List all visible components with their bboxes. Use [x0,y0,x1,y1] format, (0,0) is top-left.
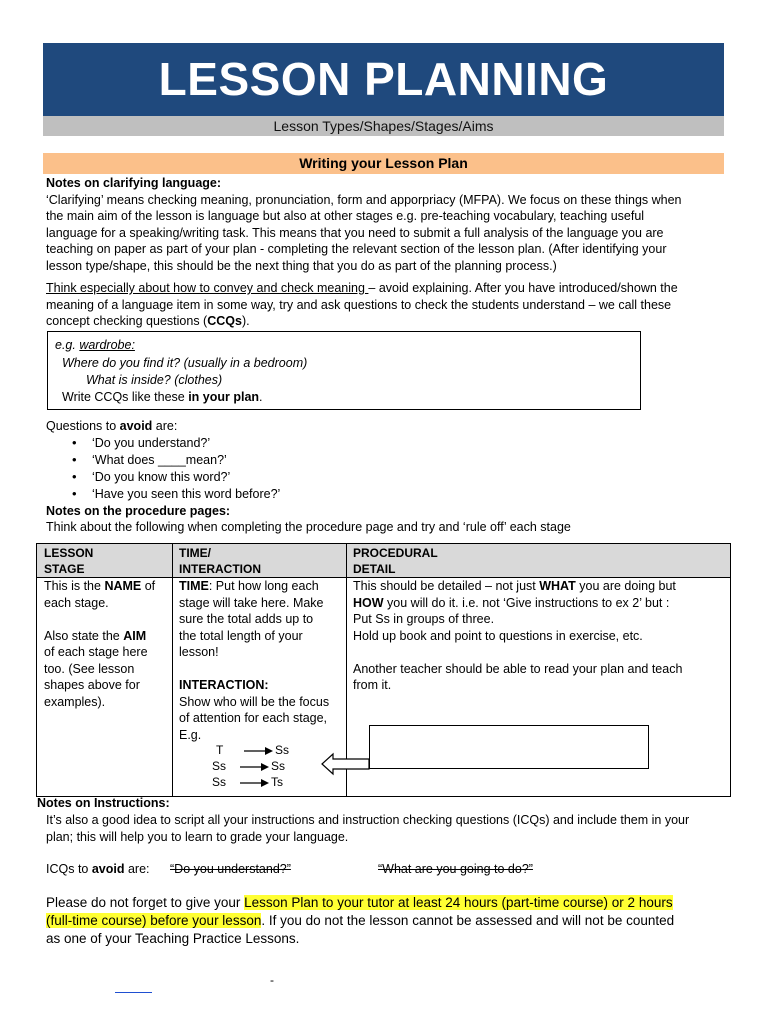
example-word: wardrobe: [79,338,135,352]
avoid-intro [46,418,722,435]
list-item: • ‘Have you seen this word before?’ [46,486,722,503]
convey-line-1 [46,280,722,297]
example-question-1: Where do you find it? (usually in a bedroom) [62,356,308,370]
avoid-post: are: [152,419,178,433]
stage-cell: This is the NAME of each stage. Also state the AIM of each stage here too. (See lesson shapes above for examples). [44,579,156,709]
interaction-arrows [212,742,312,790]
time-cell: TIME: Put how long each stage will take here. Make sure the total adds up to the total length of your lesson! INTERACTION: Show who will be the focus of attention for each stage, E.g. [179,579,330,742]
example-note-bold: in your plan [188,390,260,404]
example-note-pre: Write CCQs like these [62,390,189,404]
procedure-heading [46,503,722,520]
clarifying-line: the main aim of the lesson is language but also at other stages e.g. pre-teaching vocabulary, teaching useful [46,209,645,223]
clarifying-line: teaching on paper as part of your plan - completing the relevant section of the lesson plan. (After identifying your [46,242,667,256]
ccq-post: ). [241,314,250,328]
deadline-highlight: Lesson Plan to your tutor at least 24 hours (part-time course) or 2 hours [244,895,673,910]
icq-example-2: “What are you going to do?” [378,862,533,876]
right-arrow-icon [240,778,270,788]
avoid-bold: avoid [119,419,153,433]
convey-meaning-paragraph [46,280,722,330]
detail-cell: This should be detailed – not just WHAT you are doing but HOW you will do it. i.e. not ‘Give instructions to ex 2’ but : Put Ss in groups of three. Hold up book and point to questions in exercise, etc. Another teacher should be able to read your plan and teach from it. [353,579,683,692]
right-arrow-icon [244,746,274,756]
clarifying-section [46,175,722,274]
page-title: LESSON PLANNING [43,43,724,116]
header-detail: PROCEDURAL DETAIL [353,546,438,576]
footer-dash: - [270,973,274,987]
header-stage: LESSON STAGE [44,546,94,576]
avoid-list [46,435,722,503]
header-time: TIME/ INTERACTION [179,546,261,576]
avoid-pre: Questions to [46,419,120,433]
page-subtitle: Lesson Types/Shapes/Stages/Aims [43,116,724,136]
list-item: • ‘What does ____mean?’ [46,452,722,469]
left-arrow-icon [321,752,371,776]
instructions-heading: Notes on Instructions: [37,796,170,810]
section-title: Writing your Lesson Plan [43,153,724,174]
example-note [62,389,263,406]
clarifying-line: ‘Clarifying’ means checking meaning, pronunciation, form and apporpriacy (MFPA). We focus on these things when [46,192,682,207]
convey-line-2: meaning of a language item in some way, try and ask questions to check the students understand – we call these [46,297,672,312]
clarifying-line: lesson type/shape, this should be the next thing that you do as part of the planning process.) [46,258,557,273]
icq-example-1: “Do you understand?” [170,862,291,876]
footer-link-underline [115,992,152,993]
right-arrow-icon [240,762,270,772]
convey-line-3 [46,313,722,330]
list-item: • ‘Do you know this word?’ [46,469,722,486]
callout-box [369,725,649,769]
arrow-row: T Ss [216,743,290,757]
convey-underlined: Think especially about how to convey and check meaning [46,281,369,295]
deadline-highlight: (full-time course) before your lesson [46,913,262,928]
clarifying-line: language for a speaking/writing task. This means that you need to submit a full analysis of the language you are [46,225,664,240]
example-question-2: What is inside? (clothes) [86,373,223,387]
deadline-note: Please do not forget to give your Lesson Plan to your tutor at least 24 hours (part-time course) or 2 hours (full-time course) before your lesson. If you do not the lesson cannot be assessed and will not be counted as one of your Teaching Practice Lessons. [46,895,675,946]
list-item: • ‘Do you understand?’ [46,435,722,452]
icq-avoid-label: ICQs to avoid are: [46,862,150,876]
arrow-row: Ss Ss [212,759,286,773]
arrow-row: Ss Ts [212,775,283,789]
table-divider [172,543,173,797]
ccq-abbrev: CCQs [207,314,242,328]
example-label [55,337,135,354]
convey-rest: – avoid explaining. After you have introduced/shown the [368,281,678,295]
example-note-post: . [259,390,263,404]
ccq-pre: concept checking questions ( [46,314,208,328]
avoid-section [46,418,722,503]
example-eg: e.g. [55,338,80,352]
clarifying-heading: Notes on clarifying language: [46,176,222,190]
instructions-text: It’s also a good idea to script all your instructions and instruction checking questions (ICQs) and include them in your plan; this will help you to learn to grade your language. [46,813,690,844]
procedure-text: Think about the following when completing the procedure page and try and ‘rule off’ each stage [46,520,571,534]
procedure-heading-text: Notes on the procedure pages: [46,504,231,518]
